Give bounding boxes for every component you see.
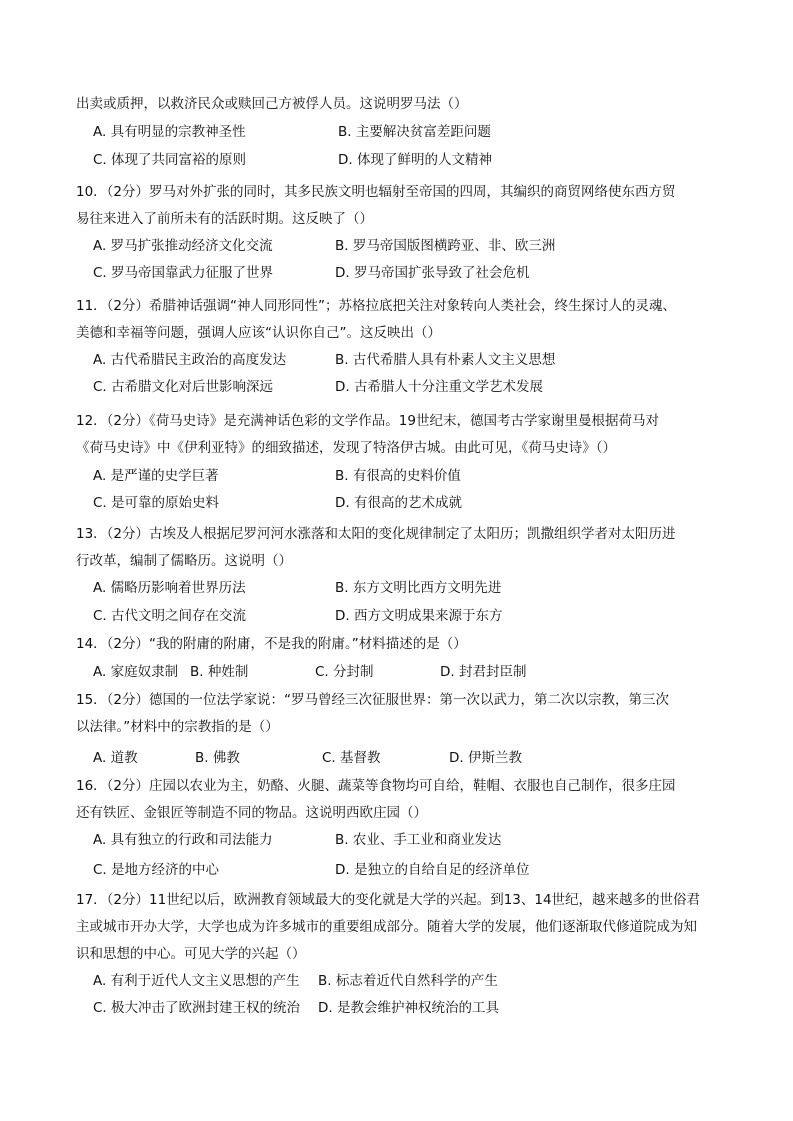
q17-option-b: B. 标志着近代自然科学的产生 (318, 973, 498, 989)
q14-option-b: B. 种姓制 (190, 664, 249, 680)
q10-stem-line-2: 易往来进入了前所未有的活跃时期。这反映了（） (76, 211, 373, 227)
q14-stem-line-1: 14．（2分）“我的附庸的附庸，不是我的附庸。”材料描述的是（） (76, 636, 467, 652)
q15-option-d: D. 伊斯兰教 (449, 750, 522, 766)
q13-option-c: C. 古代文明之间存在交流 (93, 608, 247, 624)
q13-stem-line-2: 行改革，编制了儒略历。这说明（） (76, 553, 292, 569)
q11-stem-line-2: 美德和幸福等问题，强调人应该“认识你自己”。这反映出（） (76, 325, 441, 341)
q15-stem-line-1: 15．（2分）德国的一位法学家说：“罗马曾经三次征服世界：第一次以武力，第二次以宗教，第三次 (76, 692, 670, 708)
q9-option-d: D. 体现了鲜明的人文精神 (338, 152, 492, 168)
q13-option-b: B. 东方文明比西方文明先进 (335, 580, 502, 596)
q12-stem-line-2: 《荷马史诗》中《伊利亚特》的细致描述，发现了特洛伊古城。由此可见，《荷马史诗》（） (76, 440, 616, 456)
q9-option-c: C. 体现了共同富裕的原则 (93, 152, 247, 168)
q17-option-c: C. 极大冲击了欧洲封建王权的统治 (93, 1000, 301, 1016)
q17-stem-line-3: 识和思想的中心。可见大学的兴起（） (76, 946, 306, 962)
q10-option-b: B. 罗马帝国版图横跨亚、非、欧三洲 (335, 238, 556, 254)
q12-option-d: D. 有很高的艺术成就 (335, 495, 462, 511)
q17-stem-line-1: 17．（2分）11世纪以后，欧洲教育领域最大的变化就是大学的兴起。到13、14世纪，越来越多的世俗君 (76, 892, 701, 908)
q11-option-d: D. 古希腊人十分注重文学艺术发展 (335, 379, 543, 395)
q12-stem-line-1: 12．（2分）《荷马史诗》是充满神话色彩的文学作品。19世纪末，德国考古学家谢里曼根据荷马对 (76, 413, 659, 429)
q10-option-d: D. 罗马帝国扩张导致了社会危机 (335, 265, 530, 281)
q14-option-c: C. 分封制 (315, 664, 374, 680)
q15-option-c: C. 基督教 (322, 750, 381, 766)
q12-option-b: B. 有很高的史料价值 (335, 468, 461, 484)
q17-option-a: A. 有利于近代人文主义思想的产生 (93, 973, 300, 989)
q16-option-d: D. 是独立的自给自足的经济单位 (335, 862, 530, 878)
q17-stem-line-2: 主或城市开办大学，大学也成为许多城市的重要组成部分。随着大学的发展，他们逐渐取代修道院成为知 (76, 919, 697, 935)
q12-option-c: C. 是可靠的原始史料 (93, 495, 220, 511)
q10-option-a: A. 罗马扩张推动经济文化交流 (93, 238, 273, 254)
q14-option-a: A. 家庭奴隶制 (93, 664, 179, 680)
q16-stem-line-2: 还有铁匠、金银匠等制造不同的物品。这说明西欧庄园（） (76, 805, 427, 821)
q17-option-d: D. 是教会维护神权统治的工具 (318, 1000, 499, 1016)
q11-option-b: B. 古代希腊人具有朴素人文主义思想 (335, 352, 556, 368)
q11-option-c: C. 古希腊文化对后世影响深远 (93, 379, 274, 395)
q16-option-c: C. 是地方经济的中心 (93, 862, 220, 878)
q12-option-a: A. 是严谨的史学巨著 (93, 468, 219, 484)
q15-option-b: B. 佛教 (195, 750, 240, 766)
q9-option-a: A. 具有明显的宗教神圣性 (93, 124, 246, 140)
q9-option-b: B. 主要解决贫富差距问题 (338, 124, 491, 140)
q11-stem-line-1: 11．（2分）希腊神话强调“神人同形同性”；苏格拉底把关注对象转向人类社会，终生探讨人的灵魂、 (76, 298, 677, 314)
q13-stem-line-1: 13．（2分）古埃及人根据尼罗河河水涨落和太阳的变化规律制定了太阳历；凯撒组织学者对太阳历进 (76, 526, 676, 542)
q13-option-d: D. 西方文明成果来源于东方 (335, 608, 503, 624)
q16-option-a: A. 具有独立的行政和司法能力 (93, 832, 273, 848)
q10-option-c: C. 罗马帝国靠武力征服了世界 (93, 265, 274, 281)
q13-option-a: A. 儒略历影响着世界历法 (93, 580, 246, 596)
question-9-stem-tail: 出卖或质押，以救济民众或赎回己方被俘人员。这说明罗马法（） (76, 96, 468, 112)
q16-stem-line-1: 16．（2分）庄园以农业为主，奶酪、火腿、蔬菜等食物均可自给，鞋帽、衣服也自己制作，很多庄园 (76, 778, 676, 794)
q11-option-a: A. 古代希腊民主政治的高度发达 (93, 352, 287, 368)
q15-option-a: A. 道教 (93, 750, 138, 766)
q14-option-d: D. 封君封臣制 (440, 664, 527, 680)
q15-stem-line-2: 以法律。”材料中的宗教指的是（） (76, 719, 279, 735)
q16-option-b: B. 农业、手工业和商业发达 (335, 832, 502, 848)
q10-stem-line-1: 10．（2分）罗马对外扩张的同时，其多民族文明也辐射至帝国的四周，其编织的商贸网络使东西方贸 (76, 184, 676, 200)
